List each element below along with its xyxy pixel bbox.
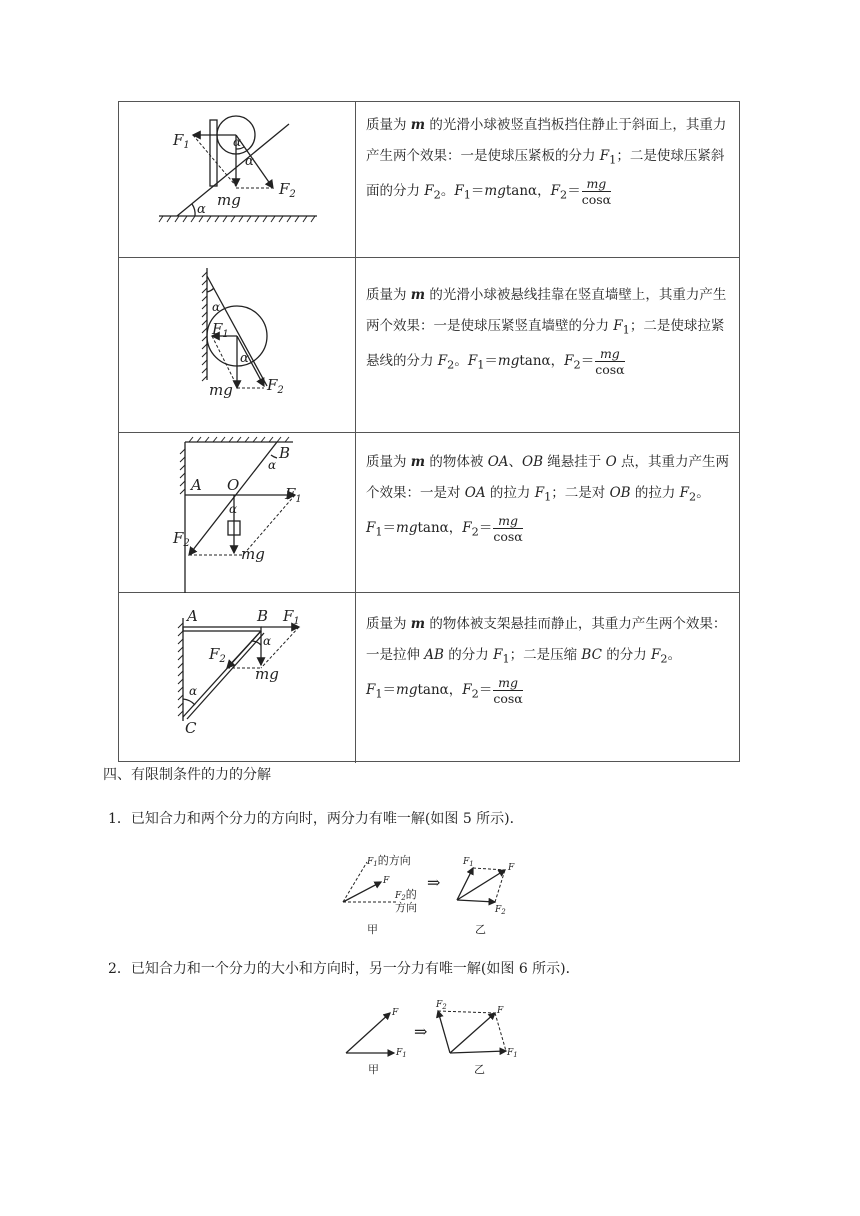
label-F1: F: [285, 485, 296, 503]
implies-arrow: ⇒: [414, 1022, 428, 1041]
fig5-caption-yi: 乙: [475, 923, 486, 936]
fig6-result-F2-label: F: [436, 1000, 443, 1010]
item-2-text: 2．已知合力和一个分力的大小和方向时，另一分力有唯一解(如图 6 所示)．: [108, 961, 580, 977]
svg-text:F1: $F_1$: [212, 320, 229, 340]
label-alpha: α: [245, 154, 254, 169]
label-F1: F: [212, 320, 223, 338]
fraction: $\frac{mg}{\cos\alpha}$: [581, 175, 612, 207]
label-F1: F: [173, 131, 184, 149]
label-alpha: α: [233, 135, 242, 149]
label-F2: F: [267, 376, 278, 394]
description-text: 质量为 m 的光滑小球被悬线挂靠在竖直墙壁上，其重力产生两个效果：一是使球压紧竖直墙壁的分力 $F_1$；二是使球拉紧悬线的分力 $F_2$。$F_1=mgtan\alpha$，$F_2=$ $\frac{mg}{\cos\alpha}$: [366, 287, 727, 377]
description-cell: [356, 593, 739, 763]
section-title: 四、有限制条件的力的分解: [103, 767, 271, 783]
fig5-F-label: F: [383, 876, 390, 886]
description-cell: [356, 258, 739, 432]
fig5-F2-direction-label-2: 方向: [395, 901, 417, 914]
fig6-result-F1-label: F: [507, 1048, 514, 1058]
svg-text:F1: $F_1$: [283, 607, 300, 627]
fig5-result-F1-label: F: [463, 857, 470, 867]
svg-text:F2的: $F_2$的: [395, 888, 417, 902]
svg-text:F2: $F_2$: [495, 905, 506, 916]
label-A: A: [187, 607, 198, 625]
implies-arrow: ⇒: [427, 873, 441, 892]
description-text: 质量为 m 的物体被 OA、OB 绳悬挂于 O 点，其重力产生两个效果：一是对 OA 的拉力 $F_1$；二是对 OB 的拉力 $F_2$。 $F_1=mgtan\alpha$，$F_2=$ $\frac{mg}{\cos\alpha}$: [366, 454, 729, 544]
svg-text:F1: $F_1$: [173, 131, 190, 151]
fraction: $\frac{mg}{\cos\alpha}$: [493, 512, 523, 544]
fig6-caption-yi: 乙: [474, 1063, 485, 1076]
label-alpha: α: [229, 502, 238, 516]
label-C: C: [185, 719, 197, 737]
ball-on-incline-diagram: [119, 102, 356, 258]
description-cell: [356, 433, 739, 592]
fig5-caption-jia: 甲: [367, 923, 378, 936]
svg-text:F1的方向: $F_1$的方向: [367, 854, 411, 868]
fig5-result-F2-label: F: [495, 905, 502, 915]
fig5-F1-direction-label: 的方向: [377, 854, 411, 867]
table-row: [119, 593, 739, 763]
label-F1: F: [283, 607, 294, 625]
label-O: O: [227, 476, 240, 494]
fig5-result-F-label: F: [508, 863, 515, 873]
label-mg: mg: [255, 665, 279, 683]
label-alpha: α: [268, 458, 277, 472]
ball-hanging-on-wall-diagram: [119, 258, 356, 433]
label-A: A: [191, 476, 202, 494]
svg-text:F2: $F_2$: [279, 180, 296, 200]
label-B: B: [279, 444, 291, 462]
figure-cell: [119, 102, 356, 257]
object-hung-by-two-ropes-diagram: [119, 433, 356, 593]
force-decomposition-table: [118, 101, 740, 762]
fraction: $\frac{mg}{\cos\alpha}$: [595, 345, 625, 377]
label-F2: F: [173, 529, 184, 547]
description-text: 质量为 m 的物体被支架悬挂而静止，其重力产生两个效果：一是拉伸 AB 的分力 $F_1$；二是压缩 BC 的分力 $F_2$。 $F_1=mgtan\alpha$，$F_2=$ $\frac{mg}{\cos\alpha}$: [366, 616, 727, 706]
figure-cell: [119, 593, 356, 763]
figure-5: [335, 850, 525, 940]
svg-text:F2: $F_2$: [209, 645, 226, 665]
svg-text:F2: $F_2$: [267, 376, 284, 396]
figure-cell: [119, 258, 356, 432]
description-cell: [356, 102, 739, 257]
svg-text:F1: $F_1$: [507, 1048, 518, 1059]
fig6-F-label: F: [392, 1008, 399, 1018]
label-B: B: [257, 607, 269, 625]
svg-text:F2: $F_2$: [436, 1000, 447, 1011]
figure-6: [340, 995, 530, 1080]
table-row: [119, 258, 739, 433]
fig6-result-F-label: F: [497, 1006, 504, 1016]
svg-text:F1: $F_1$: [463, 857, 474, 868]
description-text: 质量为 m 的光滑小球被竖直挡板挡住静止于斜面上，其重力产生两个效果：一是使球压紧板的分力 $F_1$；二是使球压紧斜面的分力 $F_2$。$F_1=mgtan\alpha$，$F_2=$ $\frac{mg}{\cos\alpha}$: [366, 117, 727, 207]
label-alpha: α: [197, 202, 206, 217]
svg-text:F2: $F_2$: [173, 529, 190, 549]
label-mg: mg: [209, 381, 233, 399]
bracket-support-diagram: [119, 593, 356, 763]
fig5-F2-direction-label-1: 的: [405, 888, 417, 901]
label-alpha: α: [189, 684, 198, 698]
svg-text:F1: $F_1$: [396, 1048, 407, 1059]
svg-text:F1: $F_1$: [285, 485, 302, 505]
fraction: $\frac{mg}{\cos\alpha}$: [493, 674, 523, 706]
label-alpha: α: [240, 351, 249, 366]
label-alpha: α: [263, 634, 272, 648]
label-F2: F: [209, 645, 220, 663]
table-row: [119, 102, 739, 258]
fig6-caption-jia: 甲: [368, 1063, 379, 1076]
table-row: [119, 433, 739, 593]
label-F2: F: [279, 180, 290, 198]
label-mg: mg: [217, 191, 241, 209]
label-mg: mg: [241, 545, 265, 563]
item-1-text: 1．已知合力和两个分力的方向时，两分力有唯一解(如图 5 所示)．: [108, 811, 524, 827]
label-alpha: α: [212, 300, 221, 314]
figure-cell: [119, 433, 356, 592]
fig6-F1-label: F: [396, 1048, 403, 1058]
